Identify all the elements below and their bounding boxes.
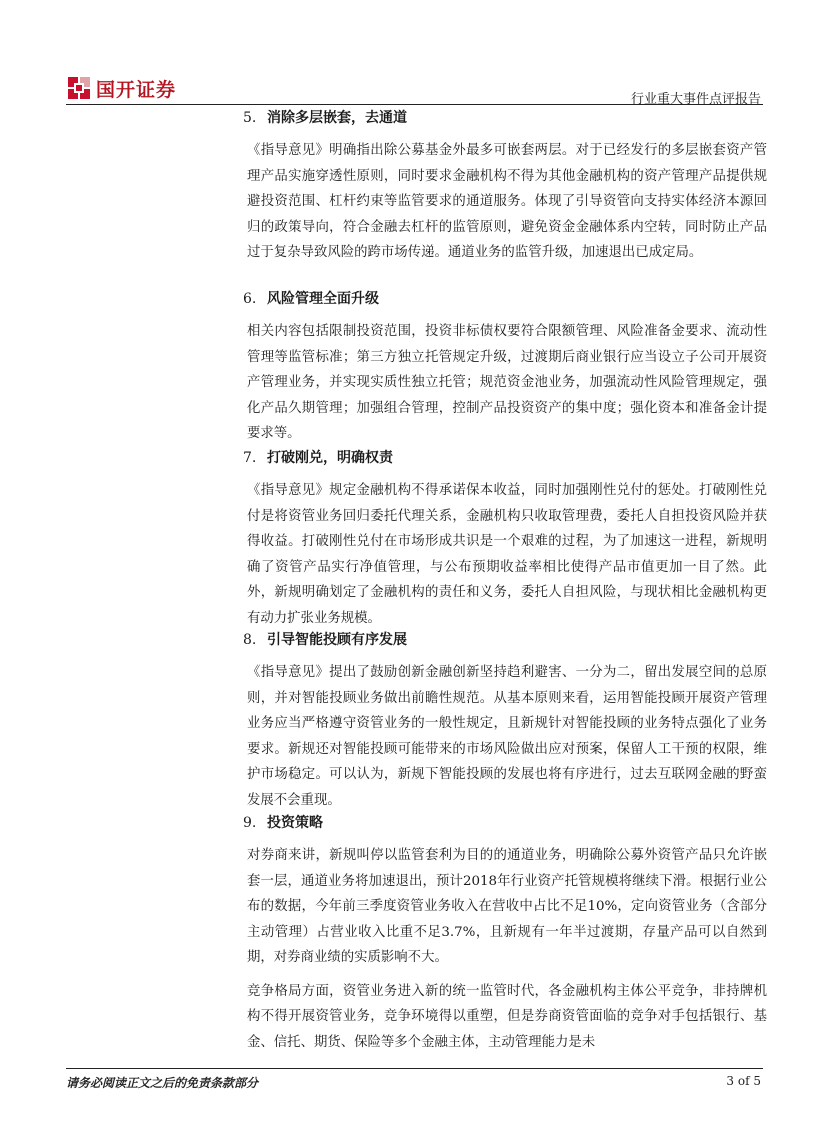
section-title: 风险管理全面升级 xyxy=(267,291,379,307)
section-number: 9. xyxy=(243,815,257,831)
footer-disclaimer: 请务必阅读正文之后的免责条款部分 xyxy=(66,1076,259,1090)
section-9 xyxy=(243,813,767,1055)
header-divider xyxy=(66,104,763,105)
company-logo xyxy=(68,76,176,100)
section-paragraph: 竞争格局方面，资管业务进入新的统一监管时代，各金融机构主体公平竞争，非持牌机构不得开展资管业务，竞争环境得以重塑，但是券商资管面临的竞争对手包括银行、基金、信托、期货、保险等多个金融主体，主动管理能力是未 xyxy=(247,983,767,1050)
section-paragraph: 相关内容包括限制投资范围，投资非标债权要符合限额管理、风险准备金要求、流动性管理等监管标准；第三方独立托管规定升级，过渡期后商业银行应当设立子公司开展资产管理业务，并实现实质性独立托管；规范资金池业务，加强流动性风险管理规定，强化产品久期管理；加强组合管理，控制产品投资资产的集中度；强化资本和准备金计提要求等。 xyxy=(247,324,767,441)
logo-mark-icon xyxy=(68,77,90,99)
section-number: 5. xyxy=(243,110,257,126)
section-number: 8. xyxy=(243,632,257,648)
section-number: 6. xyxy=(243,291,257,307)
section-paragraph: 《指导意见》提出了鼓励创新金融创新坚持趋利避害、一分为二，留出发展空间的总原则，并对智能投顾业务做出前瞻性规范。从基本原则来看，运用智能投顾开展资产管理业务应当严格遵守资管业务的一般性规定，且新规针对智能投顾的业务特点强化了业务要求。新规还对智能投顾可能带来的市场风险做出应对预案，保留人工干预的权限，维护市场稳定。可以认为，新规下智能投顾的发展也将有序进行，过去互联网金融的野蛮发展不会重现。 xyxy=(247,665,767,808)
logo-text: 国开证券 xyxy=(96,78,177,101)
section-title: 消除多层嵌套，去通道 xyxy=(267,110,407,126)
section-title: 打破刚兑，明确权责 xyxy=(267,450,393,466)
footer-divider xyxy=(66,1068,763,1069)
page-number: 3 of 5 xyxy=(726,1074,761,1088)
section-7 xyxy=(243,448,767,631)
section-number: 7. xyxy=(243,450,257,466)
section-5 xyxy=(243,108,767,266)
section-paragraph: 《指导意见》明确指出除公募基金外最多可嵌套两层。对于已经发行的多层嵌套资产管理产品实施穿透性原则，同时要求金融机构不得为其他金融机构的资产管理产品提供规避投资范围、杠杆约束等监管要求的通道服务。体现了引导资管向支持实体经济本源回归的政策导向，符合金融去杠杆的监管原则，避免资金金融体系内空转，同时防止产品过于复杂导致风险的跨市场传递。通道业务的监管升级，加速退出已成定局。 xyxy=(247,143,767,260)
section-title: 投资策略 xyxy=(267,815,323,831)
section-paragraph: 《指导意见》规定金融机构不得承诺保本收益，同时加强刚性兑付的惩处。打破刚性兑付是将资管业务回归委托代理关系，金融机构只收取管理费，委托人自担投资风险并获得收益。打破刚性兑付在市场形成共识是一个艰难的过程，为了加速这一进程，新规明确了资管产品实行净值管理，与公布预期收益率相比使得产品市值更加一目了然。此外，新规明确划定了金融机构的责任和义务，委托人自担风险，与现状相比金融机构更有动力扩张业务规模。 xyxy=(247,483,767,626)
section-title: 引导智能投顾有序发展 xyxy=(267,632,407,648)
report-type: 行业重大事件点评报告 xyxy=(630,92,761,107)
section-6 xyxy=(243,289,767,447)
section-paragraph: 对券商来讲，新规叫停以监管套利为目的的通道业务，明确除公募外资管产品只允许嵌套一层，通道业务将加速退出，预计2018年行业资产托管规模将继续下滑。根据行业公布的数据，今年前三季度资管业务收入在营收中占比不足10%，定向资管业务（含部分主动管理）占营业收入比重不足3.7%，且新规有一年半过渡期，存量产品可以自然到期，对券商业绩的实质影响不大。 xyxy=(247,848,767,965)
section-8 xyxy=(243,630,767,813)
